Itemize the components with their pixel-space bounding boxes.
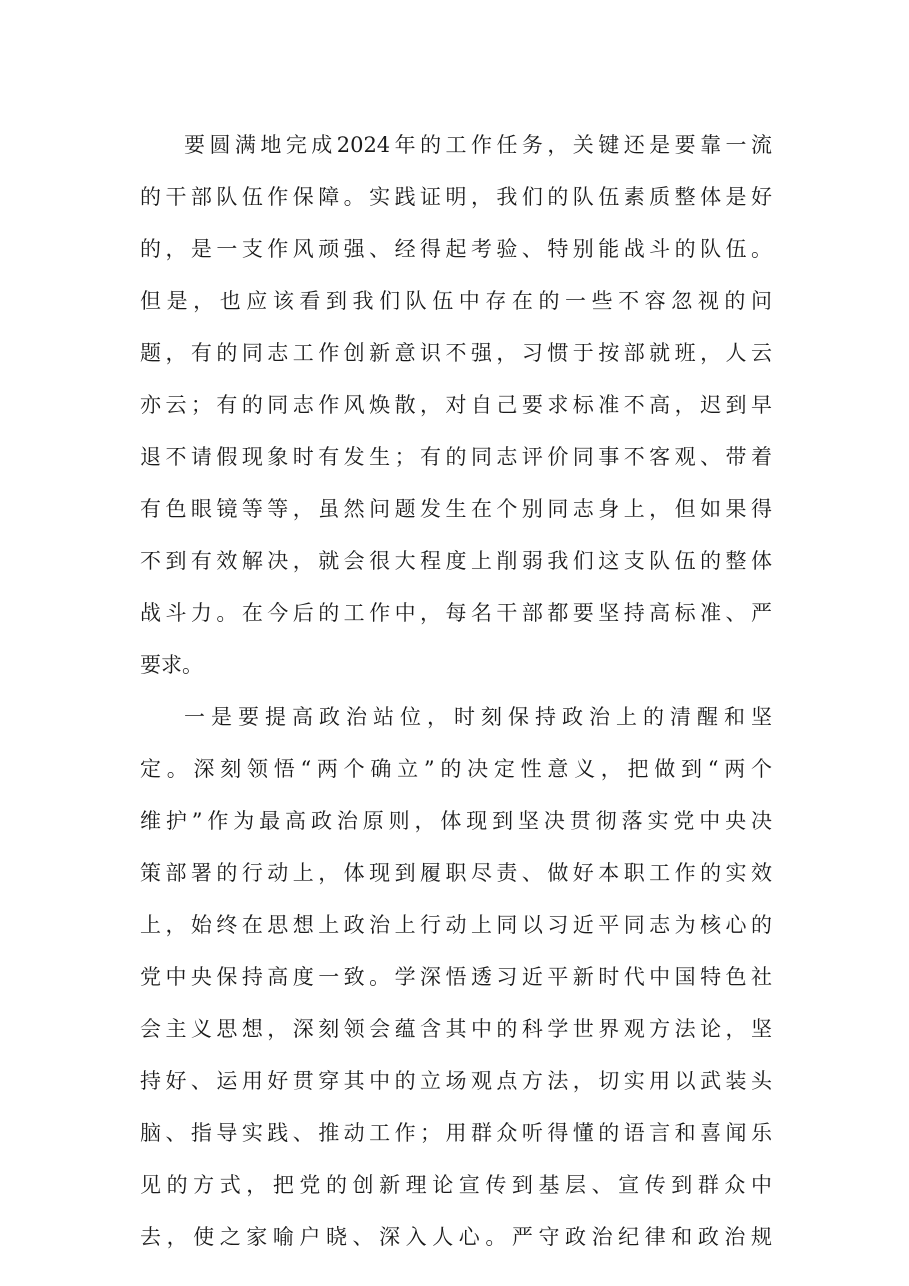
text-line: 会主义思想，深刻领会蕴含其中的科学世界观方法论，坚 <box>140 1017 772 1041</box>
text-line: 要求。 <box>140 653 203 677</box>
text-line: 见的方式，把党的创新理论宣传到基层、宣传到群众中 <box>140 1173 772 1197</box>
text-line: 的，是一支作风顽强、经得起考验、特别能战斗的队伍。 <box>140 237 772 261</box>
text-line: 定。深刻领悟“两个确立”的决定性意义，把做到“两个 <box>140 757 772 781</box>
text-line: 但是，也应该看到我们队伍中存在的一些不容忽视的问 <box>140 289 772 313</box>
text-line: 持好、运用好贯穿其中的立场观点方法，切实用以武装头 <box>140 1069 772 1093</box>
text-line: 有色眼镜等等，虽然问题发生在个别同志身上，但如果得 <box>140 497 772 521</box>
text-line: 题，有的同志工作创新意识不强，习惯于按部就班，人云 <box>140 341 772 365</box>
text-line: 去，使之家喻户晓、深入人心。严守政治纪律和政治规 <box>140 1225 772 1249</box>
text-line: 上，始终在思想上政治上行动上同以习近平同志为核心的 <box>140 913 772 937</box>
text-line: 要圆满地完成2024年的工作任务，关键还是要靠一流 <box>184 133 772 157</box>
text-line: 一是要提高政治站位，时刻保持政治上的清醒和坚 <box>184 705 772 729</box>
text-line: 的干部队伍作保障。实践证明，我们的队伍素质整体是好 <box>140 185 772 209</box>
text-line: 战斗力。在今后的工作中，每名干部都要坚持高标准、严 <box>140 601 772 625</box>
text-line: 维护”作为最高政治原则，体现到坚决贯彻落实党中央决 <box>140 809 772 833</box>
text-line: 策部署的行动上，体现到履职尽责、做好本职工作的实效 <box>140 861 772 885</box>
text-line: 退不请假现象时有发生；有的同志评价同事不客观、带着 <box>140 445 772 469</box>
text-line: 不到有效解决，就会很大程度上削弱我们这支队伍的整体 <box>140 549 772 573</box>
text-line: 党中央保持高度一致。学深悟透习近平新时代中国特色社 <box>140 965 772 989</box>
text-line: 脑、指导实践、推动工作；用群众听得懂的语言和喜闻乐 <box>140 1121 772 1145</box>
paragraph <box>140 119 772 691</box>
text-line: 亦云；有的同志作风焕散，对自己要求标准不高，迟到早 <box>140 393 772 417</box>
document-body <box>140 119 772 1263</box>
paragraph <box>140 691 772 1263</box>
